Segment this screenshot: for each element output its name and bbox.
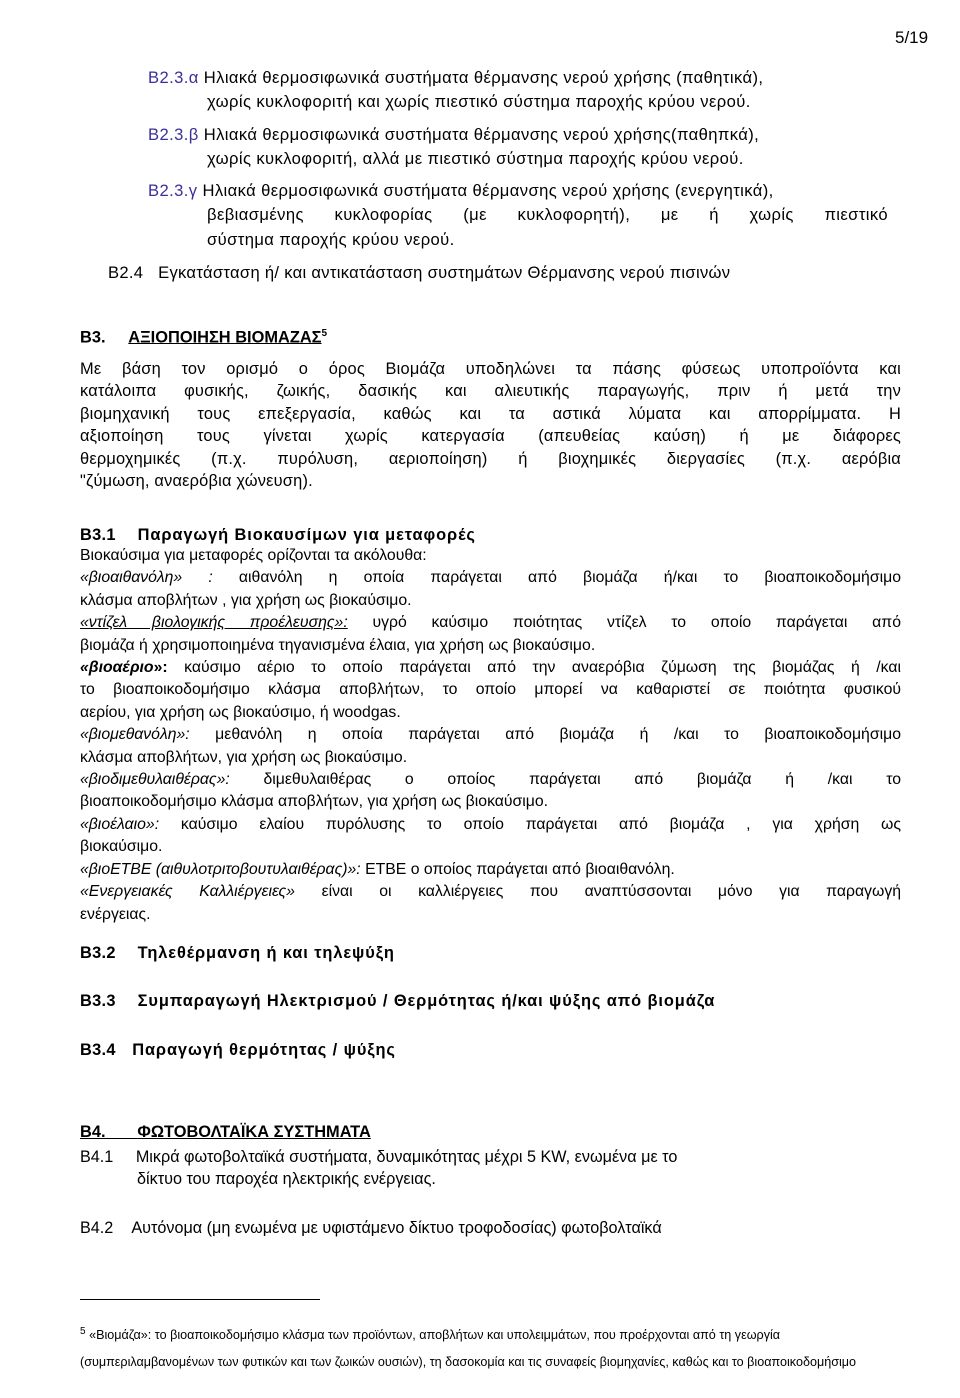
b32-heading [80, 944, 395, 963]
def-biodme-term: «βιοδιμεθυλαιθέρας»: [80, 771, 230, 789]
def-biomethanol [80, 724, 901, 769]
b33-code: B3.3 [80, 992, 116, 1010]
def-biogas-line-2: το βιοαποικοδομήσιμο κλάσμα αποβλήτων, το οποίο μπορεί να καθαριστεί σε ποιότητα φυσικού [80, 681, 901, 699]
b23a-code: B2.3.α [148, 68, 199, 87]
def-biogas-line-3: αερίου, για χρήση ως βιοκαύσιμο, ή woodgas. [80, 703, 401, 721]
b23b-code: B2.3.β [148, 124, 199, 144]
def-biomethanol-line-2: κλάσμα αποβλήτων, για χρήση ως βιοκαύσιμο. [80, 748, 408, 766]
b3-line-1: Με βάση τον ορισμό ο όρος Βιομάζα υποδηλώνει τα πάσης φύσεως υποπροϊόντα και [80, 360, 901, 378]
def-bioetbe [80, 859, 901, 881]
footnote-mark: 5 [80, 1326, 86, 1337]
b23b-item [148, 123, 888, 172]
def-biodme-line-1: διμεθυλαιθέρας ο οποίος παράγεται από βιομάζα ή /και το [263, 771, 901, 789]
b3-paragraph [80, 358, 901, 492]
def-energy-crops [80, 881, 901, 926]
def-biodiesel-term: «ντίζελ βιολογικής προέλευσης»: [80, 614, 348, 632]
b3-footnote-ref: 5 [321, 328, 328, 339]
def-bioethanol [80, 567, 901, 612]
def-bioetbe-term: «βιοΕΤΒΕ (αιθυλοτριτοβουτυλαιθέρας)»: [80, 860, 361, 878]
def-biooil-line-2: βιοκαύσιμο. [80, 838, 163, 856]
def-biodiesel-line-1: υγρό καύσιμο ποιότητας ντίζελ το οποίο παράγεται από [372, 614, 901, 632]
footnote [80, 1318, 920, 1376]
page-number: 5/19 [895, 28, 929, 47]
b31-code: B3.1 [80, 526, 116, 544]
b41-code: B4.1 [80, 1148, 114, 1166]
def-biogas-term: «βιοαέριο [80, 659, 154, 677]
def-energy-crops-term: «Ενεργειακές Καλλιέργειες» [80, 883, 295, 901]
def-bioethanol-term: «βιοαιθανόλη» : [80, 569, 213, 587]
def-biogas-line-1: καύσιμο αέριο το οποίο παράγεται από την αναερόβια ζύμωση της βιομάζας ή /και [184, 659, 902, 677]
b23b-line-1: Ηλιακά θερμοσιφωνικά συστήματα θέρμανσης νερού χρήσης(παθηπκά), [203, 124, 760, 144]
b31-heading [80, 526, 476, 545]
b4-title: ΦΩΤΟΒΟΛΤΑΪΚΑ ΣΥΣΤΗΜΑΤΑ [137, 1123, 371, 1141]
b32-title: Τηλεθέρμανση ή και τηλεψύξη [137, 944, 395, 962]
b42-code: B4.2 [80, 1219, 114, 1237]
b4-heading [80, 1123, 371, 1142]
def-bioethanol-line-2: κλάσμα αποβλήτων , για χρήση ως βιοκαύσιμο. [80, 591, 412, 609]
b32-code: B3.2 [80, 944, 116, 962]
def-biomethanol-term: «βιομεθανόλη»: [80, 726, 190, 744]
b23g-code: B2.3.γ [148, 181, 198, 201]
b3-line-4: αξιοποίηση τους γίνεται χωρίς κατεργασία (απευθείας καύση) ή με διάφορες [80, 427, 901, 446]
b34-code: B3.4 [80, 1041, 116, 1059]
b3-line-6: "ζύμωση, αναερόβια χώνευση). [80, 472, 313, 491]
b34-title: Παραγωγή θερμότητας / ψύξης [132, 1041, 396, 1059]
b23a-line-2: χωρίς κυκλοφοριτή και χωρίς πιεστικό σύστημα παροχής κρύου νερού. [207, 92, 751, 112]
b23a-line-1: Ηλιακά θερμοσιφωνικά συστήματα θέρμανσης νερού χρήσης (παθητικά), [203, 68, 764, 87]
b24-text: Εγκατάσταση ή/ και αντικατάσταση συστημάτων Θέρμανσης νερού πισινών [158, 263, 731, 282]
section-b2-3 [148, 66, 888, 252]
b4-code: B4. [80, 1123, 106, 1141]
def-biodiesel [80, 612, 901, 657]
b42-item [80, 1217, 662, 1239]
b3-line-5: θερμοχημικές (π.χ. πυρόλυση, αεριοποίηση) ή βιοχημικές διεργασίες (π.χ. αερόβια [80, 449, 901, 468]
b31-definitions [80, 545, 901, 926]
def-biodiesel-line-2: βιομάζα ή χρησιμοποιημένα τηγανισμένα έλαια, για χρήση ως βιοκαύσιμο. [80, 636, 596, 654]
b31-intro: Βιοκαύσιμα για μεταφορές ορίζονται τα ακόλουθα: [80, 547, 427, 564]
b33-heading [80, 992, 715, 1011]
b3-code: B3. [80, 328, 106, 347]
def-biogas [80, 657, 901, 724]
footnote-line-2: (συμπεριλαμβανομένων των φυτικών και των ζωικών ουσιών), τη δασοκομία και τις συναφείς βιομηχανίες, καθώς και το βιοαποικοδομήσιμο [80, 1355, 857, 1370]
def-biodme-line-2: βιοαποικοδομήσιμο κλάσμα αποβλήτων, για χρήση ως βιοκαύσιμο. [80, 793, 549, 811]
footnote-line-1: «Βιομάζα»: το βιοαποικοδομήσιμο κλάσμα των προϊόντων, αποβλήτων και υπολειμμάτων, που προέρχονται από τη γεωργία [89, 1328, 781, 1343]
b3-line-2: κατάλοιπα φυσικής, ζωικής, δασικής και αλιευτικής παραγωγής, πριν ή μετά την [80, 382, 901, 401]
def-bioetbe-line-1: ΕΤΒΕ ο οποίος παράγεται από βιοαιθανόλη. [365, 860, 675, 878]
b41-item [80, 1146, 870, 1191]
b41-line-1: Μικρά φωτοβολταϊκά συστήματα, δυναμικότητας μέχρι 5 KW, ενωμένα με το [135, 1148, 678, 1166]
def-biooil-term: «βιοέλαιο»: [80, 815, 160, 833]
def-biooil-line-1: καύσιμο ελαίου πυρόλυσης το οποίο παράγεται από βιομάζα , για χρήση ως [180, 815, 902, 833]
b33-title: Συμπαραγωγή Ηλεκτρισμού / Θερμότητας ή/και ψύξης από βιομάζα [137, 992, 716, 1010]
b23b-line-2: χωρίς κυκλοφοριτή, αλλά με πιεστικό σύστημα παροχής κρύου νερού. [207, 148, 744, 168]
b42-text: Αυτόνομα (μη ενωμένα με υφιστάμενο δίκτυο τροφοδοσίας) φωτοβολταϊκά [131, 1219, 662, 1237]
b23g-line-1: Ηλιακά θερμοσιφωνικά συστήματα θέρμανσης νερού χρήσης (ενεργητικά), [202, 181, 774, 201]
footnote-rule [80, 1299, 320, 1300]
b34-heading [80, 1041, 396, 1060]
def-biooil [80, 814, 901, 859]
def-biogas-term-rest: »: [153, 659, 168, 677]
b3-heading [80, 328, 327, 347]
def-biodme [80, 769, 901, 814]
b24-item [108, 263, 730, 283]
b23g-line-3: σύστημα παροχής κρύου νερού. [207, 229, 455, 249]
def-energy-crops-line-2: ενέργειας. [80, 905, 151, 923]
b23a-item [148, 66, 888, 115]
b3-title: ΑΞΙΟΠΟΙΗΣΗ ΒΙΟΜΑΖΑΣ [128, 328, 322, 347]
def-bioethanol-line-1: αιθανόλη η οποία παράγεται από βιομάζα ή/και το βιοαποικοδομήσιμο [238, 569, 901, 587]
b24-code: B2.4 [108, 263, 144, 282]
b3-line-3: βιομηχανική τους επεξεργασία, καθώς και τα αστικά λύματα και απορρίμματα. Η [80, 404, 901, 423]
b31-title: Παραγωγή Βιοκαυσίμων για μεταφορές [137, 526, 476, 544]
b41-line-2: δίκτυο του παροχέα ηλεκτρικής ενέργειας. [137, 1170, 436, 1189]
b23g-line-2: βεβιασμένης κυκλοφορίας (με κυκλοφορητή), με ή χωρίς πιεστικό [207, 205, 888, 225]
def-energy-crops-line-1: είναι οι καλλιέργειες που αναπτύσσονται μόνο για παραγωγή [321, 883, 902, 901]
def-biomethanol-line-1: μεθανόλη η οποία παράγεται από βιομάζα ή /και το βιοαποικοδομήσιμο [215, 726, 901, 744]
b23g-item [148, 179, 888, 252]
